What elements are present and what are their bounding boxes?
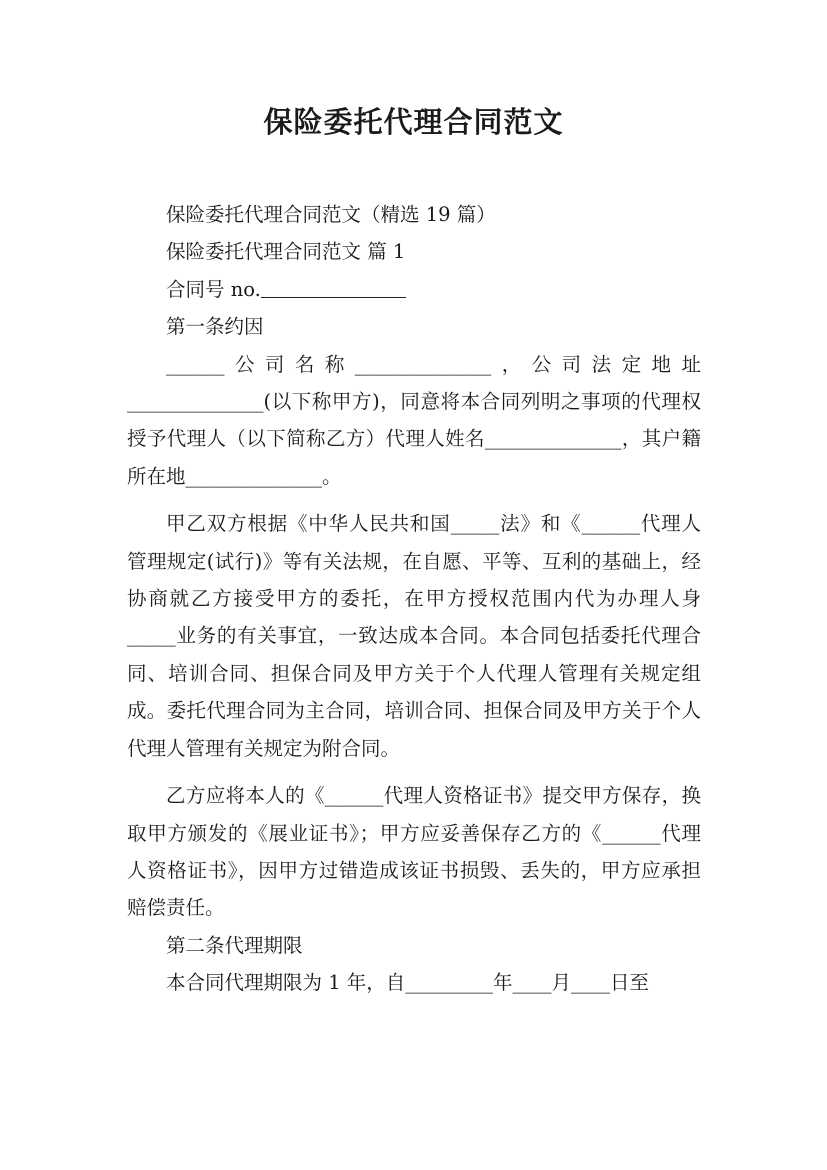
document-subtitle: 保险委托代理合同范文（精选 19 篇） xyxy=(166,203,496,226)
article-2-title: 第二条代理期限 xyxy=(166,933,303,957)
contract-number-blank xyxy=(261,277,406,298)
article-1-paragraph-1: ______公司名称______________，公司法定地址______________(以下称甲方)，同意将本合同列明之事项的代理权授予代理人（以下简称乙方）代理人姓名______________，其户籍所在地______________。 xyxy=(127,352,701,488)
article-1-title: 第一条约因 xyxy=(166,315,264,339)
document-body xyxy=(127,196,701,1002)
contract-number-line xyxy=(127,271,701,308)
article-1-paragraph-3: 乙方应将本人的《______代理人资格证书》提交甲方保存，换取甲方颁发的《展业证书》；甲方应妥善保存乙方的《______代理人资格证书》，因甲方过错造成该证书损毁、丢失的，甲方应承担赔偿责任。 xyxy=(127,784,701,920)
document-title: 保险委托代理合同范文 xyxy=(263,105,564,139)
section-heading: 保险委托代理合同范文 篇 1 xyxy=(166,240,406,264)
article-1-paragraph-2: 甲乙双方根据《中华人民共和国_____法》和《______代理人管理规定(试行)》等有关法规，在自愿、平等、互利的基础上，经协商就乙方接受甲方的委托，在甲方授权范围内代为办理人身_____业务的有关事宜，一致达成本合同。本合同包括委托代理合同、培训合同、担保合同及甲方关于个人代理人管理有关规定组成。委托代理合同为主合同，培训合同、担保合同及甲方关于个人代理人管理有关规定为附合同。 xyxy=(127,512,701,760)
article-2-paragraph-1: 本合同代理期限为 1 年，自_________年____月____日至 xyxy=(166,971,650,995)
contract-number-label: 合同号 no. xyxy=(166,277,261,301)
